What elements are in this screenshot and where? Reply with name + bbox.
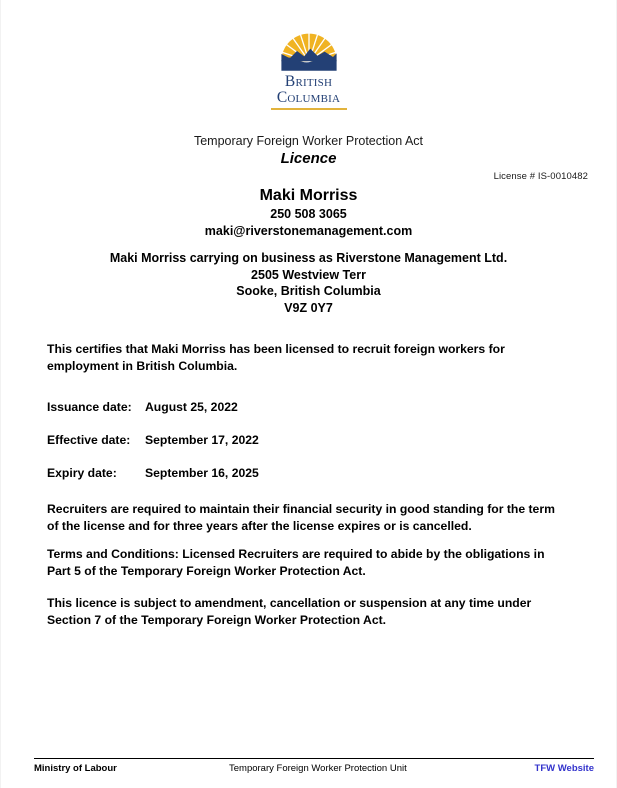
- business-name-line: Maki Morriss carrying on business as Riverstone Management Ltd.: [109, 251, 508, 265]
- business-street: 2505 Westview Terr: [251, 267, 366, 282]
- bc-government-logo: [1, 24, 616, 110]
- licensee-phone: 250 508 3065: [270, 207, 347, 221]
- expiry-date-value: September 16, 2025: [145, 466, 259, 480]
- tfw-website-link[interactable]: TFW Website: [534, 763, 594, 774]
- bc-sun-mountain-logo-icon: [273, 24, 345, 72]
- document-title: Licence: [280, 150, 337, 167]
- logo-gold-rule: [271, 108, 347, 110]
- business-address-block: [1, 250, 616, 316]
- effective-date-value: September 17, 2022: [145, 433, 259, 447]
- terms-and-conditions-paragraph: Terms and Conditions: Licensed Recruiters are required to abide by the obligations in Part 5 of the Temporary Foreign Worker Protection Act.: [47, 547, 545, 578]
- issuance-date-label: Issuance date:: [47, 400, 132, 414]
- wordmark-line-british: British: [284, 73, 333, 90]
- business-postal-code: V9Z 0Y7: [284, 300, 333, 315]
- business-city-province: Sooke, British Columbia: [236, 284, 381, 298]
- bc-wordmark: [277, 74, 340, 106]
- licensee-identity-block: [1, 186, 616, 240]
- page-footer: [34, 758, 594, 774]
- financial-security-paragraph: Recruiters are required to maintain their financial security in good standing for the term of the license and for three years after the license expires or is cancelled.: [47, 502, 555, 533]
- licensee-name: Maki Morriss: [259, 187, 358, 204]
- amendment-paragraph: This licence is subject to amendment, cancellation or suspension at any time under Section 7 of the Temporary Foreign Worker Protection Act.: [47, 596, 532, 627]
- footer-ministry: Ministry of Labour: [34, 763, 117, 774]
- expiry-date-label: Expiry date:: [47, 466, 117, 480]
- issuance-date-value: August 25, 2022: [145, 400, 238, 414]
- effective-date-row: [47, 433, 447, 466]
- dates-block: [47, 400, 447, 499]
- footer-unit: Temporary Foreign Worker Protection Unit: [229, 763, 407, 774]
- wordmark-line-columbia: Columbia: [276, 88, 341, 106]
- issuance-date-row: [47, 400, 447, 433]
- act-title: Temporary Foreign Worker Protection Act: [193, 134, 424, 148]
- certification-statement: This certifies that Maki Morriss has been licensed to recruit foreign workers for employment in British Columbia.: [47, 342, 505, 373]
- effective-date-label: Effective date:: [47, 433, 131, 447]
- expiry-date-row: [47, 466, 447, 499]
- licensee-email: maki@riverstonemanagement.com: [204, 224, 413, 238]
- license-number: License # IS-0010482: [493, 171, 588, 182]
